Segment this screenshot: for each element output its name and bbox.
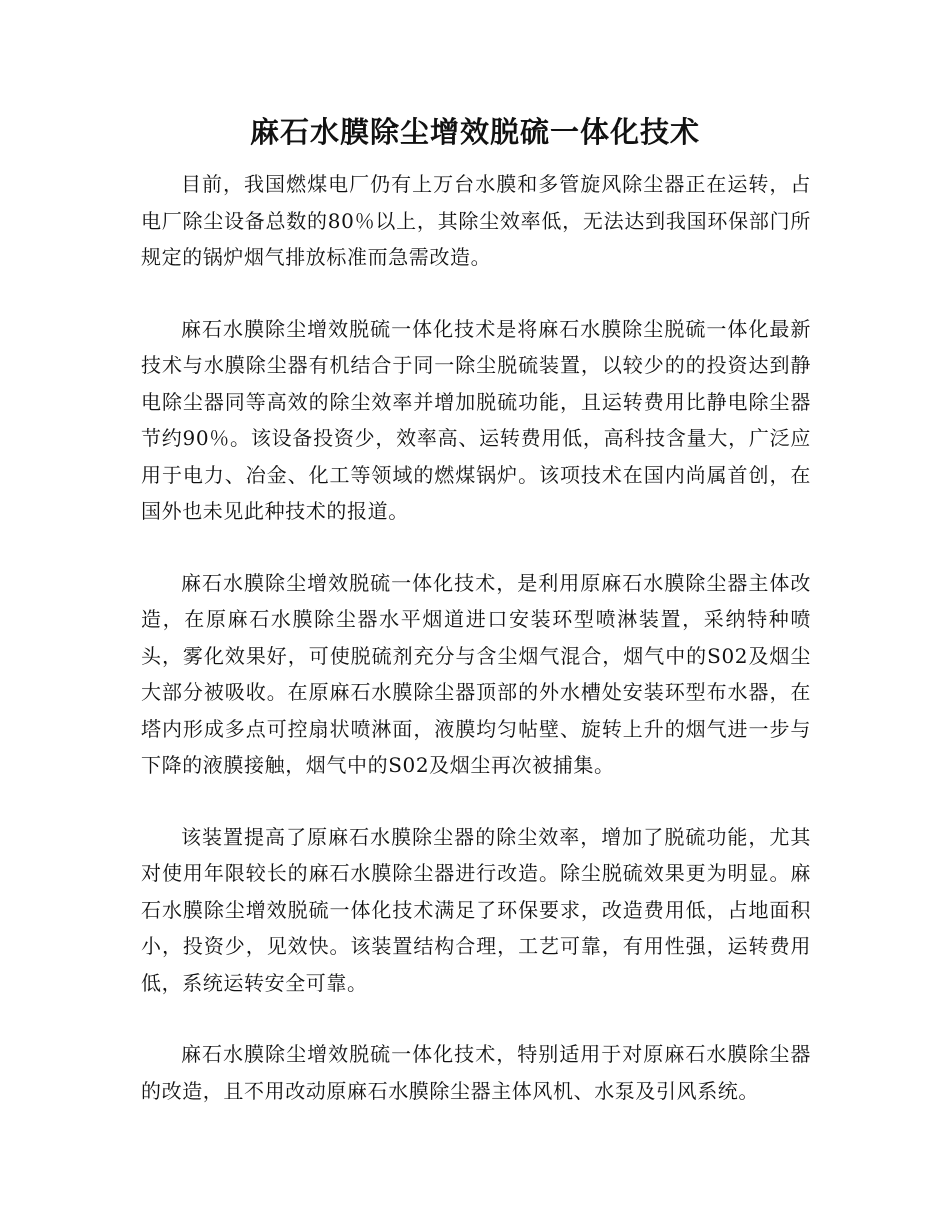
document-title: 麻石水膜除尘增效脱硫一体化技术 — [249, 115, 700, 149]
paragraph-2: 麻石水膜除尘增效脱硫一体化技术是将麻石水膜除尘脱硫一体化最新技术与水膜除尘器有机结合于同一除尘脱硫装置，以较少的的投资达到静电除尘器同等高效的除尘效率并增加脱硫功能，且运转费用比静电除尘器节约90％。该设备投资少，效率高、运转费用低，高科技含量大，广泛应用于电力、冶金、化工等领域的燃煤锅炉。该项技术在国内尚属首创，在国外也未见此种技术的报道。 — [141, 316, 811, 523]
paragraph-5: 麻石水膜除尘增效脱硫一体化技术，特别适用于对原麻石水膜除尘器的改造，且不用改动原麻石水膜除尘器主体风机、水泵及引风系统。 — [141, 1042, 811, 1103]
document-body — [141, 166, 811, 1144]
paragraph-4: 该装置提高了原麻石水膜除尘器的除尘效率，增加了脱硫功能，尤其对使用年限较长的麻石水膜除尘器进行改造。除尘脱硫效果更为明显。麻石水膜除尘增效脱硫一体化技术满足了环保要求，改造费用低，占地面积小，投资少，见效快。该装置结构合理，工艺可靠，有用性强，运转费用低，系统运转安全可靠。 — [141, 824, 811, 995]
paragraph-3: 麻石水膜除尘增效脱硫一体化技术，是利用原麻石水膜除尘器主体改造，在原麻石水膜除尘器水平烟道进口安装环型喷淋装置，采纳特种喷头，雾化效果好，可使脱硫剂充分与含尘烟气混合，烟气中的S02及烟尘大部分被吸收。在原麻石水膜除尘器顶部的外水槽处安装环型布水器，在塔内形成多点可控扇状喷淋面，液膜均匀帖壁、旋转上升的烟气进一步与下降的液膜接触，烟气中的S02及烟尘再次被捕集。 — [141, 570, 811, 777]
paragraph-1: 目前，我国燃煤电厂仍有上万台水膜和多管旋风除尘器正在运转，占电厂除尘设备总数的80％以上，其除尘效率低，无法达到我国环保部门所规定的锅炉烟气排放标准而急需改造。 — [141, 172, 811, 269]
